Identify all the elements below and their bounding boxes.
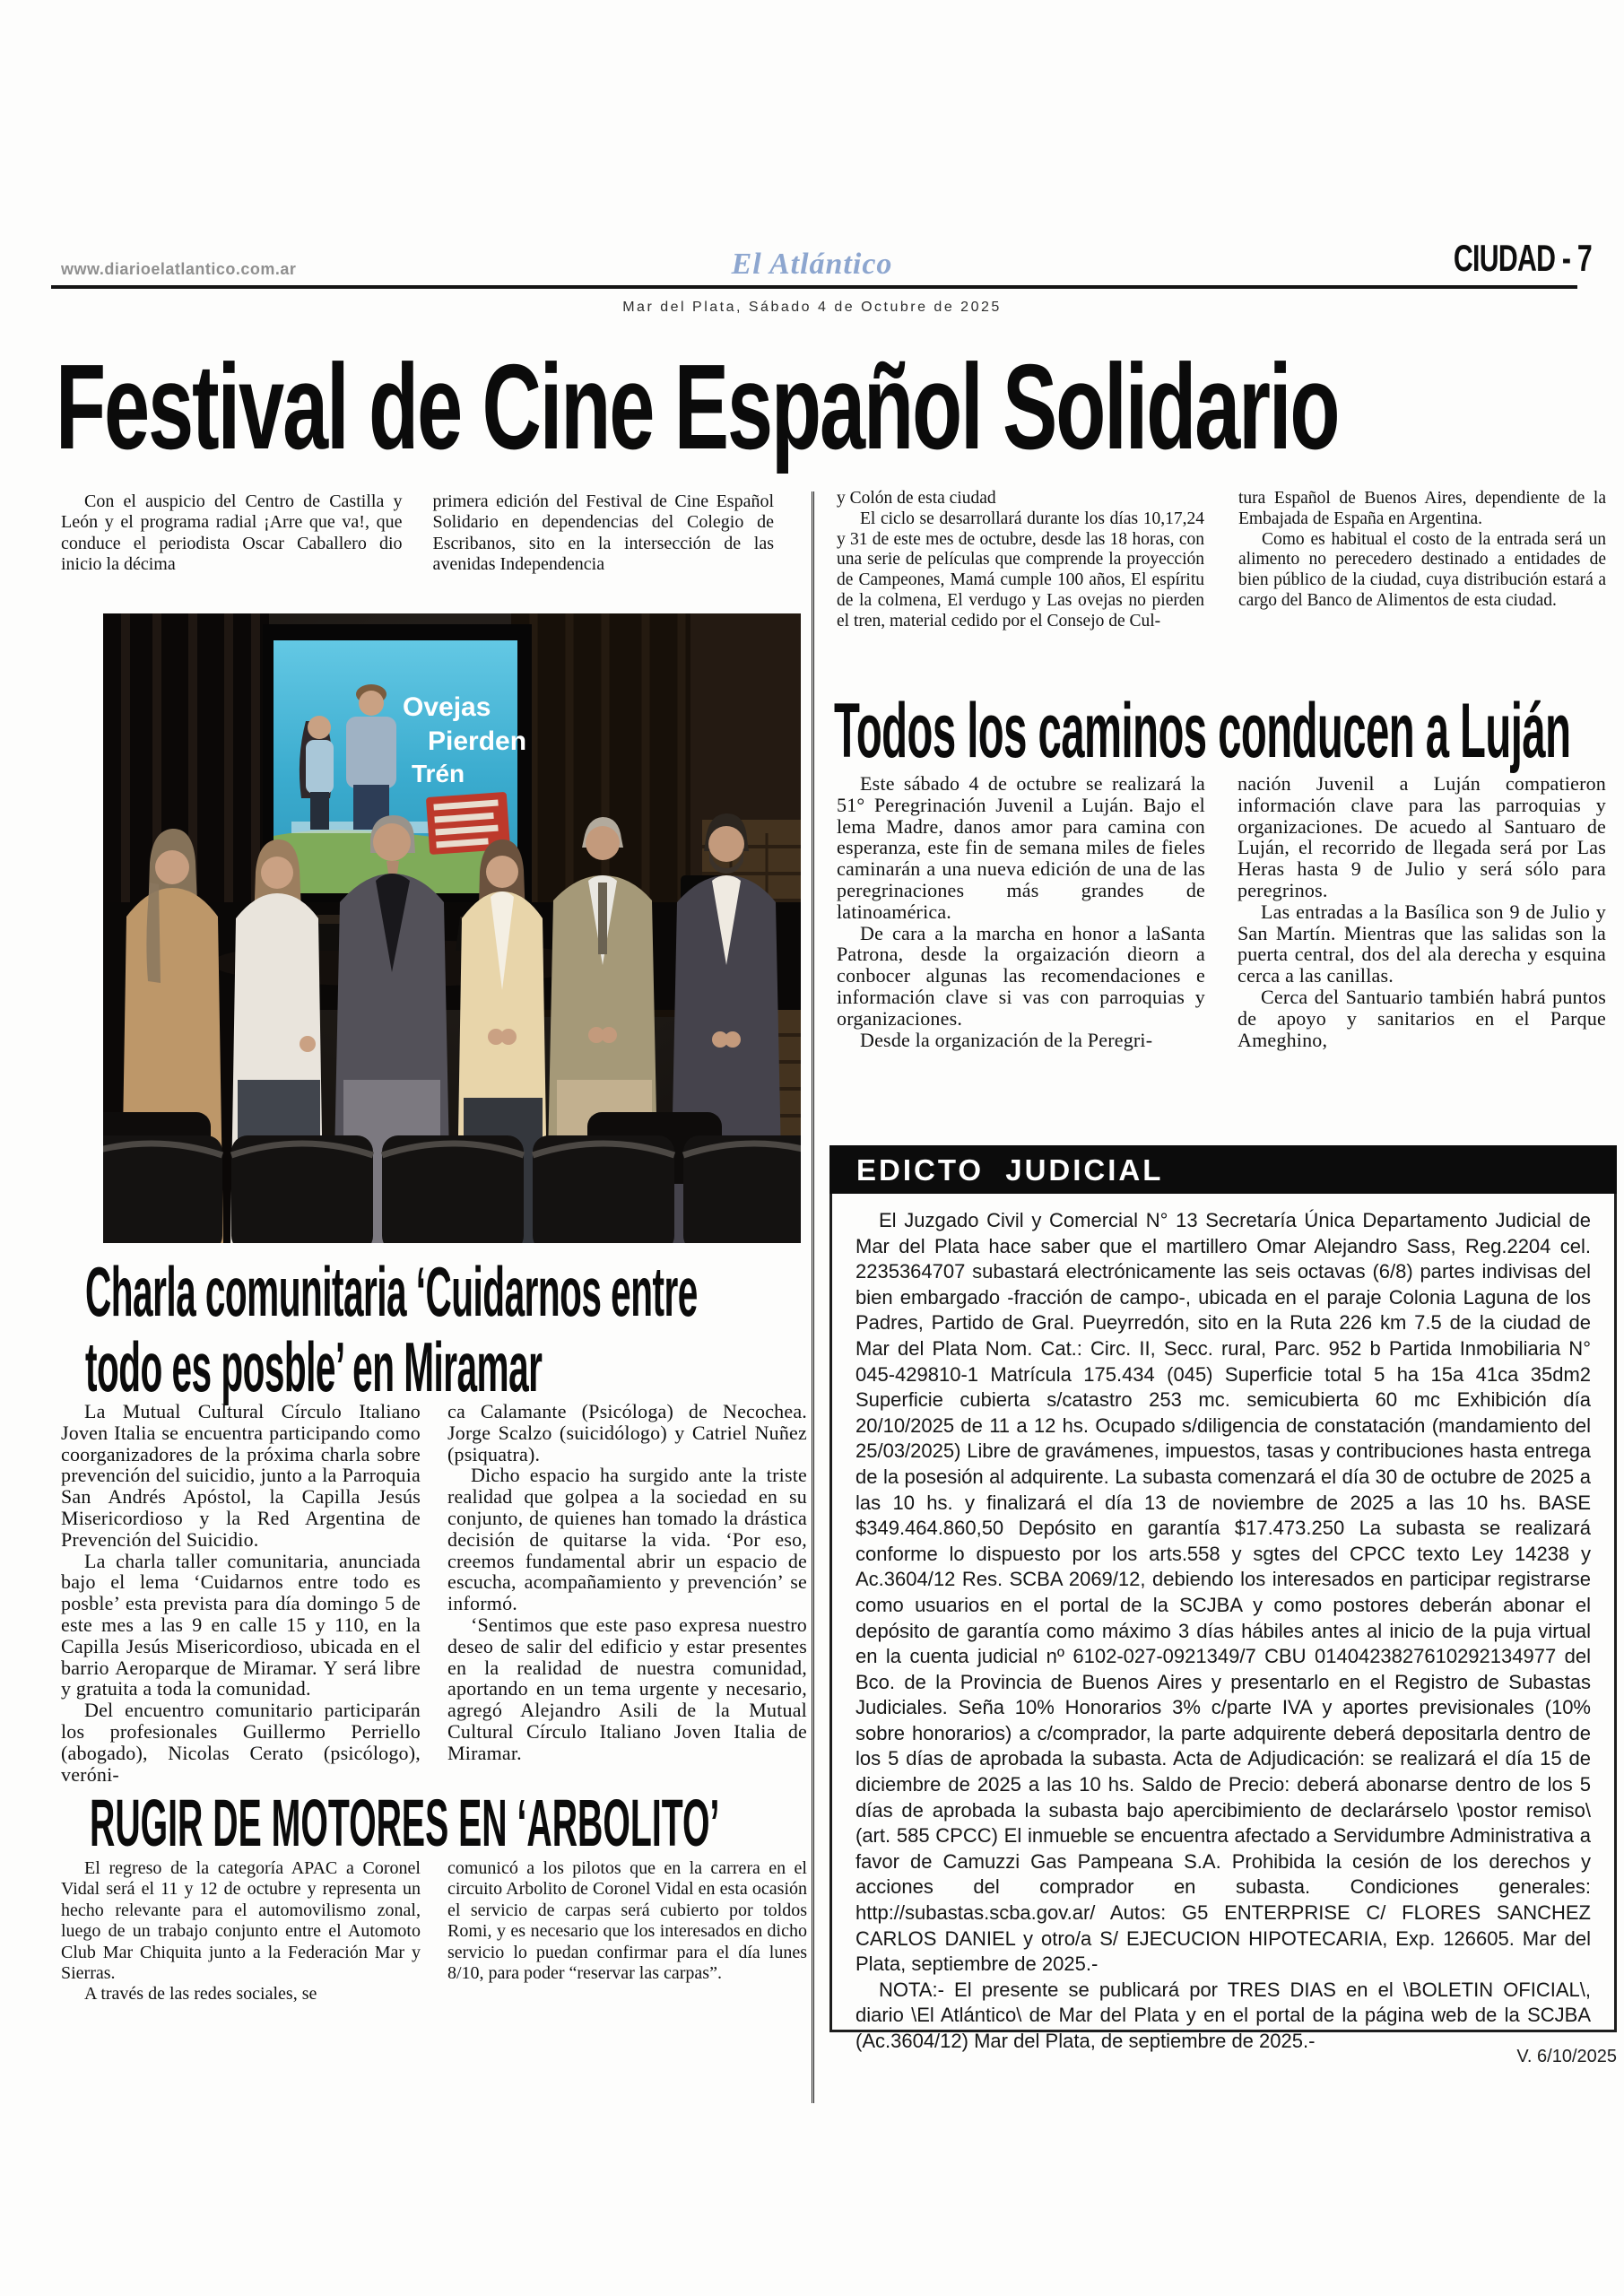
lujan-columns (837, 773, 1606, 1050)
edicto-paragraph: El Juzgado Civil y Comercial N° 13 Secretaría Única Departamento Judicial de Mar del Plata hace saber que el martillero Omar Alejandro Sass, Reg.2204 cel. 2235364707 subastará electrónicamente las seis octavas (6/8) partes indivisas del bien embargado -fracción de campo-, ubicada en el paraje Colonia Laguna de los Padres, Partido de Gral. Pueyrredón, sito en la Ruta 226 km 7.5 de la ciudad de Mar del Plata Nom. Cat.: Circ. II, Secc. rural, Parc. 952 b Partida Inmobiliaria N° 045-429810-1 Matrícula 175.434 (045) Superficie total 5 ha 15a 41ca 35dm2 Superficie cubierta s/catastro 253 mc. semicubierta 60 mc Exhibición día 20/10/2025 de 11 a 12 hs. Ocupado s/diligencia de constatación (mandamiento del 25/03/2025) Libre de gravámenes, impuestos, tasas y contribuciones hasta entrega de la posesión al adquirente. La subasta comenzará el día 30 de octubre de 2025 a las 10 hs. y finalizará el día 13 de noviembre de 2025 a las 10 hs. BASE $349.464.860,50 Depósito en garantía $17.473.250 La subasta se realizará conforme lo dispuesto por los arts.558 y sgtes del CPCC texto Ley 14238 y Ac.3604/12 Res. SCBA 2069/12, debiendo los interesados en participar registrarse como usuarios en el portal de la SCJBA y como postores deberán abonar el depósito de garantía como máximo 3 días hábiles antes al inicio de la puja virtual en la cuenta judicial nº 6102-027-0921349/7 CBU 0140423827610292134977 del Bco. de la Provincia de Buenos Aires y presentarlo en el Registro de Subastas Judiciales. Seña 10% Honorarios 3% c/parte IVA y aportes previsionales (10% sobre honorarios) a c/comprador, la parte adquirente deberá depositarla dentro de los 5 días de aprobada la subasta. Acta de Adjudicación: se realizará el día 15 de diciembre de 2025 a las 10 hs. Saldo de Precio: deberá abonarse dentro de los 5 días de aprobada la subasta bajo apercibimiento de declarárselo \postor remiso\ (art. 585 CPCC) El inmueble se encuentra afectado a Servidumbre Administrativa a favor de Camuzzi Gas Pampeana S.A. Prohibida la cesión de los derechos y acciones del comprador en subasta. Condiciones generales: http://subastas.scba.gov.ar/ Autos: G5 ENTERPRISE C/ FLORES SANCHEZ CARLOS DANIEL y otro/a S/ EJECUCION HIPOTECARIA, Exp. 126605. Mar del Plata, septiembre de 2025.- (855, 1209, 1591, 1976)
lujan-column-2 (1238, 773, 1606, 1050)
festival-paragraph: El ciclo se desarrollará durante los días 10,17,24 y 31 de este mes de octubre, desde las 18 horas, con una serie de películas que comprende la proyección de Campeones, Mamá cumple 100 años, El espíritu de la colmena, El verdugo y Las ovejas no pierden el tren, material cedido por el Consejo de Cul- (837, 509, 1204, 631)
festival-paragraph: primera edición del Festival de Cine Español Solidario en dependencias del Colegio de Escribanos, sito en la intersección de las avenidas Independencia (432, 491, 774, 575)
charla-headline-line1: Charla comunitaria ‘Cuidarnos entre (85, 1252, 698, 1331)
charla-paragraph: ‘Sentimos que este paso expresa nuestro deseo de salir del edificio y estar presentes en la realidad de nuestra comunidad, aportando en un tema urgente y necesario, agregó Alejandro Asili de la Mutual Cultural Círculo Italiano Joven Italia de Miramar. (447, 1613, 807, 1764)
screen-title-line2: Pierden (428, 726, 527, 756)
charla-paragraph: La Mutual Cultural Círculo Italiano Joven Italia se encuentra participando como coorganizadores de la próxima charla sobre prevención del suicidio, junto a la Parroquia San Andrés Apóstol, la Capilla Jesús Misericordioso y la Red Argentina de Prevención del Suicidio. (61, 1400, 421, 1551)
festival-headline: Festival de Cine Español Solidario (56, 339, 1339, 474)
screen-title-line1: Ovejas (403, 692, 491, 722)
dateline: Mar del Plata, Sábado 4 de Octubre de 2025 (622, 300, 1002, 315)
charla-columns (61, 1401, 807, 1785)
screen-title-line3: Trén (412, 760, 465, 787)
edicto-publication-date: V. 6/10/2025 (1516, 2047, 1617, 2066)
festival-column-2 (433, 491, 775, 576)
masthead-logo: El Atlántico (731, 248, 893, 281)
charla-paragraph: ca Calamante (Psicóloga) de Necochea. Jorge Scalzo (suicidólogo) y Catriel Nuñez (psiquatra). (447, 1400, 807, 1465)
lujan-paragraph: Desde la organización de la Peregri- (860, 1028, 1153, 1051)
rugir-paragraph: El regreso de la categoría APAC a Coronel Vidal será el 11 y 12 de octubre y representa un hecho relevante para el automovilismo zonal, luego de un trabajo conjunto entre el Automoto Club Mar Chiquita junto a la Federación Mar y Sierras. (61, 1858, 421, 1984)
section-name: CIUDAD - (1453, 237, 1571, 279)
lujan-paragraph: nación Juvenil a Luján compatieron información clave para las parroquias y organizaciones. De acuedo al Santuaro de Luján, el recorrido de llegada será por Las Heras hasta 9 de Julio y será sólo para peregrinos. (1238, 772, 1606, 901)
charla-column-1 (61, 1401, 421, 1785)
festival-columns-left (61, 491, 774, 576)
charla-headline-line2: todo es posble’ en Miramar (85, 1327, 543, 1406)
festival-column-1 (61, 491, 403, 576)
charla-paragraph: La charla taller comunitaria, anunciada bajo el lema ‘Cuidarnos entre todo es posble’ esta prevista para día domingo 5 de este mes a las 9 en calle 15 y 110, en la Capilla Jesús Misericordioso, ubicada en el barrio Aeroparque de Miramar. Y será libre y gratuita a toda la comunidad. (61, 1549, 421, 1700)
charla-column-2 (447, 1401, 807, 1785)
rugir-paragraph: comunicó a los pilotos que en la carrera en el circuito Arbolito de Coronel Vidal en esta ocasión el servicio de carpas será cubierto por toldos Romi, y es necesario que los interesados en dicho servicio lo puedan confirmar para el día lunes 8/10, para poder “reservar las carpas”. (447, 1858, 807, 1984)
rugir-column-2 (447, 1858, 807, 2005)
festival-columns-right (837, 489, 1606, 632)
rugir-columns (61, 1858, 807, 2005)
rugir-column-1 (61, 1858, 421, 2005)
section-page-label (1454, 237, 1592, 280)
festival-paragraph: y Colón de esta ciudad (837, 489, 996, 508)
charla-paragraph: Dicho espacio ha surgido ante la triste realidad que golpea a la sociedad en su conjunto, de quienes han tomado la drástica decisión de quitarse la vida. ‘Por eso, creemos fundamental abrir un espacio de escucha, acompañamiento y prevención’ se informó. (447, 1464, 807, 1615)
edicto-note: NOTA:- El presente se publicará por TRES DIAS en el \BOLETIN OFICIAL\, diario \El Atlántico\ de Mar del Plata y en el portal de la página web de la SCJBA (Ac.3604/12) Mar del Plata, de septiembre de 2025.- (855, 1978, 1591, 2052)
festival-column-4 (1238, 489, 1606, 632)
theater-photo-illustration (103, 613, 801, 1243)
site-url: www.diarioelatlantico.com.ar (61, 260, 297, 278)
festival-column-3 (837, 489, 1204, 632)
lujan-headline: Todos los caminos conducen a Luján (834, 688, 1571, 774)
lujan-paragraph: Cerca del Santuario también habrá puntos de apoyo y sanitarios en el Parque Ameghino, (1238, 985, 1606, 1051)
page-number: 7 (1576, 237, 1592, 279)
header-rule (51, 285, 1577, 289)
rugir-paragraph: A través de las redes sociales, se (84, 1984, 317, 2005)
lujan-paragraph: De cara a la marcha en honor a laSanta Patrona, desde la orgaización dieorn a conbocer algunas las recomendaciones e información clave si vas con parroquias y organizaciones. (837, 921, 1205, 1030)
lujan-column-1 (837, 773, 1205, 1050)
festival-paragraph: tura Español de Buenos Aires, dependiente de la Embajada de España en Argentina. (1238, 489, 1606, 528)
charla-headline (85, 1254, 1263, 1405)
charla-paragraph: Del encuentro comunitario participarán los profesionales Guillermo Perriello (abogado), Nicolas Cerato (psicólogo), veróni- (61, 1699, 421, 1786)
festival-paragraph: Con el auspicio del Centro de Castilla y León y el programa radial ¡Arre que va!, que conduce el periodista Oscar Caballero dio inicio la décima (61, 491, 403, 575)
lujan-paragraph: Este sábado 4 de octubre se realizará la 51° Peregrinación Juvenil a Luján. Bajo el lema Madre, danos amor para camina con esperanza, este fin de semana miles de fieles caminarán a una nueva edición de una de las peregrinaciones más grandes de latinoamérica. (837, 772, 1205, 923)
lujan-paragraph: Las entradas a la Basílica son 9 de Julio y San Martín. Mientras que las salidas son la puerta central, dos del ala derecha y esquina cerca a las canillas. (1238, 900, 1606, 987)
festival-paragraph: Como es habitual el costo de la entrada será un alimento no perecedero destinado a entidades de bien público de la ciudad, cuya distribución estará a cargo del Banco de Alimentos de esta ciudad. (1238, 529, 1606, 610)
rugir-headline: RUGIR DE MOTORES EN ‘ARBOLITO’ (90, 1786, 720, 1860)
edicto-header: EDICTO JUDICIAL (829, 1145, 1617, 1194)
event-photo (103, 613, 801, 1243)
